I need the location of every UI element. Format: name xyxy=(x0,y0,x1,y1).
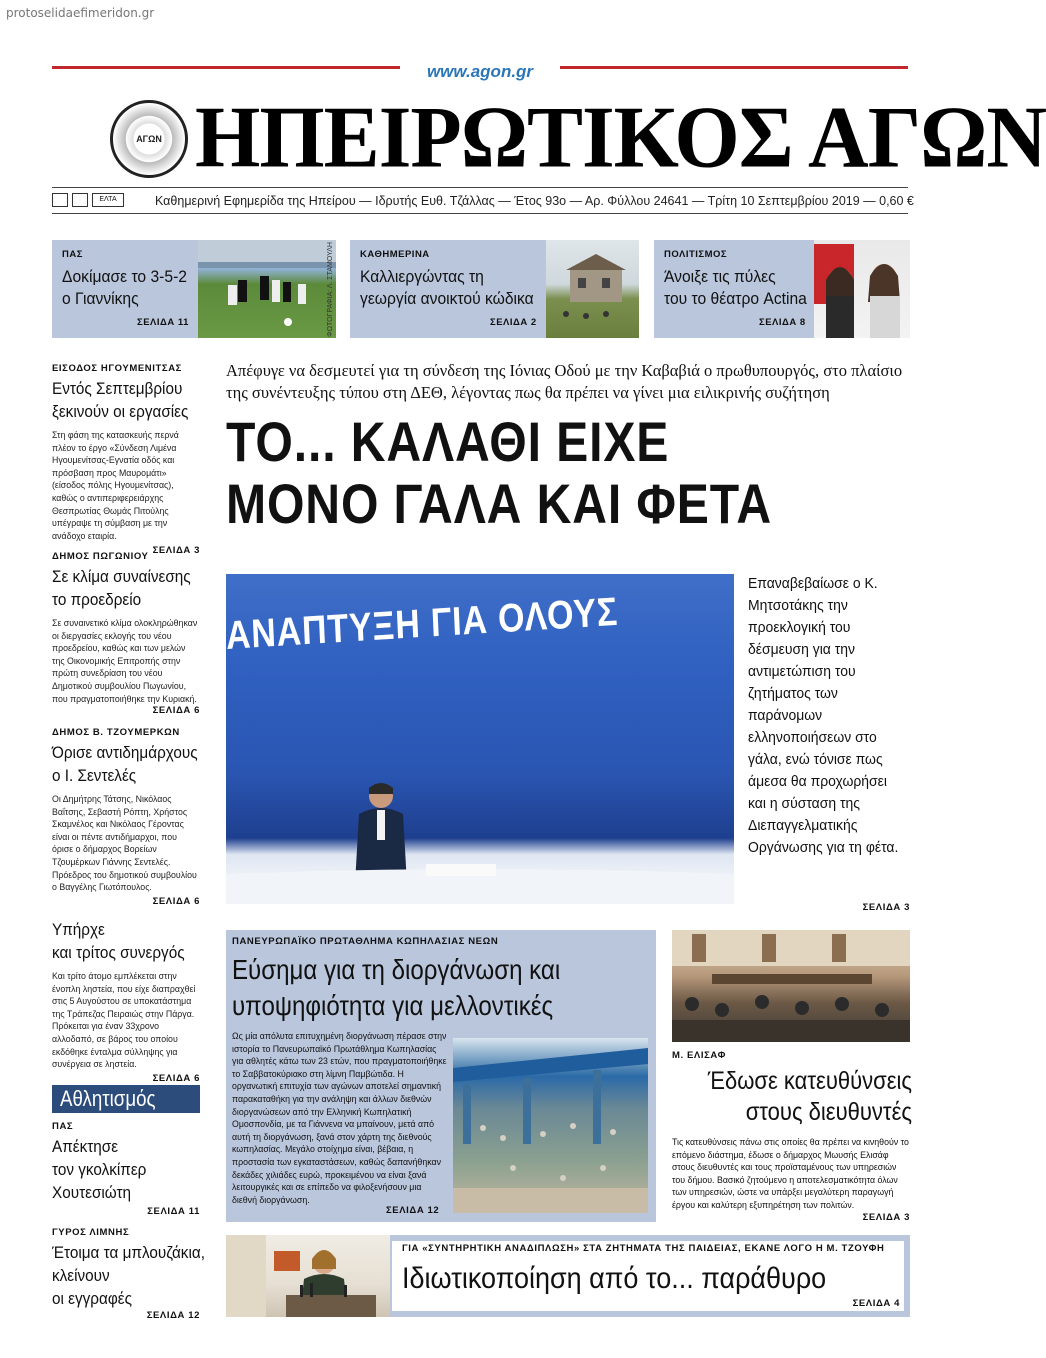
elisaf-page: ΣΕΛΙΔΑ 3 xyxy=(862,1212,910,1223)
theatre-photo xyxy=(814,240,910,338)
bottom-story-title[interactable]: Ιδιωτικοποίηση από το... παράθυρο xyxy=(402,1262,827,1295)
left-item-body: Και τρίτο άτομο εμπλέκεται στην ένοπλη ληστεία, που είχε διαπραχθεί στις 5 Αυγούστου σε υποκατάστημα της Τράπεζας Πειραιώς στην Πάργα. Πρόκειται για έναν 33χρονο αλλοδαπό, σε βάρος του οποίου εκδόθηκε ένταλμα σύλληψης για συνέργεια σε ληστεία. xyxy=(52,971,196,1070)
main-story-page: ΣΕΛΙΔΑ 3 xyxy=(862,902,910,913)
newspaper-logo-seal: ΑΓΩΝ xyxy=(110,100,188,178)
council-meeting-photo xyxy=(672,930,910,1042)
sports-item-category: ΓΥΡΟΣ ΛΙΜΝΗΣ xyxy=(52,1227,130,1238)
publisher-badges xyxy=(52,193,124,207)
photo-slogan: ΑΝΑΠΤΥΞΗ ΓΙΑ ΟΛΟΥΣ xyxy=(224,589,620,658)
top-box-category: ΠΑΣ xyxy=(62,249,83,260)
top-box-page: ΣΕΛΙΔΑ 2 xyxy=(490,317,537,328)
left-item-body: Σε συναινετικό κλίμα ολοκληρώθηκαν οι διεργασίες εκλογής του νέου προεδρείου, καθώς και των μελών της Οικονομικής Επιτροπής στην πρώτη συνεδρίαση του νέου Δημοτικού συμβουλίου Πωγωνίου, που πραγματοποιήθηκε την Κυριακή. xyxy=(52,618,198,704)
masthead: ΗΠΕΙΡΩΤΙΚΟΣ ΑΓΩΝ xyxy=(195,88,1046,187)
top-box-title: Καλλιεργώντας τη γεωργία ανοικτού κώδικα xyxy=(360,267,534,308)
left-item-title: Υπήρχε και τρίτος συνεργός xyxy=(52,920,185,962)
bottom-story-subtitle: ΓΙΑ «ΣΥΝΤΗΡΗΤΙΚΗ ΑΝΑΔΙΠΛΩΣΗ» ΣΤΑ ΖΗΤΗΜΑΤΑ ΤΗΣ ΠΑΙΔΕΙΑΣ, ΕΚΑΝΕ ΛΟΓΟ Η Μ. ΤΖΟΥΦΗ xyxy=(402,1243,885,1254)
sports-item-page: ΣΕΛΙΔΑ 12 xyxy=(146,1310,200,1321)
left-item-pogoni[interactable] xyxy=(52,551,200,716)
masthead-rule-top xyxy=(52,187,908,188)
rowing-story-box[interactable] xyxy=(226,930,656,1222)
edition-info: Καθημερινή Εφημερίδα της Ηπείρου — Ιδρυτής Ευθ. Τζάλλας — Έτος 93ο — Αρ. Φύλλου 24641 — Τρίτη 10 Σεπτεμβρίου 2019 — 0,60 € xyxy=(155,194,914,208)
left-item-page: ΣΕΛΙΔΑ 6 xyxy=(152,895,200,907)
website-url[interactable]: www.agon.gr xyxy=(400,62,560,82)
left-item-page: ΣΕΛΙΔΑ 6 xyxy=(152,1072,200,1084)
rowing-stands-photo xyxy=(453,1038,648,1213)
masthead-rule-bottom xyxy=(52,213,908,214)
bottom-story-page: ΣΕΛΙΔΑ 4 xyxy=(852,1298,900,1309)
elisaf-title[interactable]: Έδωσε κατευθύνσεις στους διευθυντές xyxy=(707,1067,912,1126)
sports-item-title: Απέκτησε τον γκολκίπερ Χουτεσιώτη xyxy=(52,1137,147,1202)
top-box-title: Δοκίμασε το 3-5-2 ο Γιαννίκης xyxy=(62,267,187,308)
rowing-title: Εύσημα για τη διοργάνωση και υποψηφιότητα για μελλοντικές xyxy=(232,954,561,1021)
left-item-body: Στη φάση της κατασκευής περνά πλέον το έργο «Σύνδεση Λιμένα Ηγουμενίτσας-Εγνατία οδός και πρόσβαση προς Μαυρομάτι» (είσοδος πόλης Ηγουμενίτσας), καθώς ο αντιπεριφερειάρχης Θεσπρωτίας Θωμάς Πιτούλης υπέγραψε τη σύμβαση με την ανάδοχο εταιρία. xyxy=(52,430,179,541)
photo-credit: ΦΩΤΟΓΡΑΦΙΑ: Λ. ΣΤΑΜΟΥΛΗ xyxy=(327,242,334,337)
main-story-deck: Απέφυγε να δεσμευτεί για τη σύνδεση της Ιόνιας Οδού με την Καβαβιά ο πρωθυπουργός, στο πλαίσιο της συνέντευξης τύπου στη ΔΕΘ, λέγοντας πως θα πρέπει να γίνει μια ειλικρινής συζήτηση xyxy=(226,361,903,402)
rowing-page: ΣΕΛΙΔΑ 12 xyxy=(386,1205,440,1216)
left-item-egnatia[interactable] xyxy=(52,363,200,556)
badge-icon xyxy=(52,193,68,207)
top-box-page: ΣΕΛΙΔΑ 11 xyxy=(137,317,189,328)
house-photo xyxy=(546,240,639,338)
left-item-page: ΣΕΛΙΔΑ 6 xyxy=(152,705,200,717)
left-item-parga[interactable] xyxy=(52,918,200,1084)
rowing-category: ΠΑΝΕΥΡΩΠΑΪΚΟ ΠΡΩΤΑΘΛΗΜΑ ΚΩΠΗΛΑΣΙΑΣ ΝΕΩΝ xyxy=(232,936,499,947)
left-item-category: ΕΙΣΟΔΟΣ ΗΓΟΥΜΕΝΙΤΣΑΣ xyxy=(52,363,182,374)
left-item-title: Εντός Σεπτεμβρίου ξεκινούν οι εργασίες xyxy=(52,379,189,421)
main-story-summary: Επαναβεβαίωσε ο Κ. Μητσοτάκης την προεκλογική του δέσμευση για την αντιμετώπιση του ζητήματος των παράνομων ελληνοποιήσεων στο γάλα, ενώ τόνισε πως άμεσα θα προχωρήσει και η σύσταση της Διεπαγγελματικής Οργάνωσης για τη φέτα. xyxy=(748,575,899,856)
elisaf-body: Τις κατευθύνσεις πάνω στις οποίες θα πρέπει να κινηθούν το επόμενο διάστημα, έδωσε ο δήμαρχος Μωυσής Ελισάφ στους διευθυντές και τους προϊσταμένους των υπηρεσιών του δήμου. Βασικό ζητούμενο η αποτελεσματικότητα όλων των υπηρεσιών, ώστε να υπάρξει μεγαλύτερη παραγωγή έργου και καλύτερη εξυπηρέτηση των πολιτών. xyxy=(672,1137,909,1210)
top-box-title: Άνοιξε τις πύλες του το θέατρο Actina xyxy=(664,267,807,308)
sports-item-category: ΠΑΣ xyxy=(52,1121,74,1132)
top-box-page: ΣΕΛΙΔΑ 8 xyxy=(759,317,806,328)
sports-item-lake[interactable] xyxy=(52,1227,205,1321)
top-box-pas[interactable] xyxy=(52,240,336,338)
left-item-category: ΔΗΜΟΣ ΠΩΓΩΝΙΟΥ xyxy=(52,551,149,562)
left-item-page: ΣΕΛΙΔΑ 3 xyxy=(152,545,200,557)
left-item-body: Οι Δημήτρης Τάτσης, Νικόλαος Βαΐτσης, Σεβαστή Ρόπτη, Χρήστος Σκαμνέλος και Νικόλαος Γέροντας είναι οι πέντε αντιδήμαρχοι, που όρισε ο δήμαρχος Βορείων Τζουμέρκων Γιάννης Σεντελές. Πρόεδρος του δημοτικού συμβουλίου ο Βαγγέλης Γιωτόπουλος. xyxy=(52,794,197,893)
badge-icon xyxy=(72,193,88,207)
house-icon xyxy=(546,240,639,338)
woman-speaking-icon xyxy=(226,1235,390,1317)
top-box-category: ΚΑΘΗΜΕΡΙΝΑ xyxy=(360,249,430,260)
left-item-title: Σε κλίμα συναίνεσης το προεδρείο xyxy=(52,567,191,609)
watermark: protoselidaefimeridon.gr xyxy=(6,6,155,20)
sports-item-title: Έτοιμα τα μπλουζάκια, κλείνουν οι εγγραφές xyxy=(52,1243,205,1308)
football-players-icon xyxy=(198,240,336,338)
two-women-icon xyxy=(814,240,910,338)
elta-badge-icon: ΕΛΤΑ xyxy=(92,193,124,207)
main-headline[interactable]: ΤΟ... ΚΑΛΑΘΙ ΕΙΧΕ ΜΟΝΟ ΓΑΛΑ ΚΑΙ ΦΕΤΑ xyxy=(226,410,773,535)
main-story-photo xyxy=(226,574,734,904)
grandstand-icon xyxy=(453,1038,648,1213)
rowing-body: Ως μία απόλυτα επιτυχημένη διοργάνωση πέρασε στην ιστορία το Πανευρωπαϊκό Πρωτάθλημα Κωπηλασίας για αθλητές κάτω των 23 ετών, που πραγματοποιήθηκε το Σαββατοκύριακο στη λίμνη Παμβώτιδα. Η οργανωτική επιτυχία των αγώνων αποτελεί σημαντική παρακαταθήκη για την ανάληψη και άλλων διεθνών διοργανώσεων από την Ελληνική Κωπηλατική Ομοσπονδία, με τα Γιάννενα να μπαίνουν, μετά από αυτή τη διοργάνωση, ξανά στον χάρτη της διεθνούς κωπηλασίας. Μεγάλο στοίχημα είναι, βέβαια, η προστασία των εγκαταστάσεων, καθώς δαπανήθηκαν δεκάδες χιλιάδες ευρώ, προκειμένου να είναι ξανά λειτουργικές και σε επίπεδο να φιλοξενήσουν μια διεθνή διοργάνωση. xyxy=(232,1031,447,1205)
top-box-politismos[interactable] xyxy=(654,240,910,338)
sports-item-page: ΣΕΛΙΔΑ 11 xyxy=(147,1206,200,1217)
podium-desk-icon xyxy=(226,864,734,904)
meeting-room-icon xyxy=(672,930,910,1042)
bottom-story-text xyxy=(392,1241,904,1311)
football-photo xyxy=(198,240,336,338)
top-box-category: ΠΟΛΙΤΙΣΜΟΣ xyxy=(664,249,728,260)
elisaf-category: Μ. ΕΛΙΣΑΦ xyxy=(672,1050,727,1061)
left-item-title: Όρισε αντιδημάρχους ο Ι. Σεντελές xyxy=(52,743,198,785)
sports-section-header[interactable]: Αθλητισμός xyxy=(52,1085,200,1113)
left-item-category: ΔΗΜΟΣ Β. ΤΖΟΥΜΕΡΚΩΝ xyxy=(52,727,180,738)
top-box-kathimerina[interactable] xyxy=(350,240,639,338)
sports-item-pas[interactable] xyxy=(52,1121,200,1217)
press-conference-photo xyxy=(226,1235,390,1317)
left-item-tzoumerka[interactable] xyxy=(52,727,200,907)
bottom-story-bar[interactable] xyxy=(226,1235,910,1317)
